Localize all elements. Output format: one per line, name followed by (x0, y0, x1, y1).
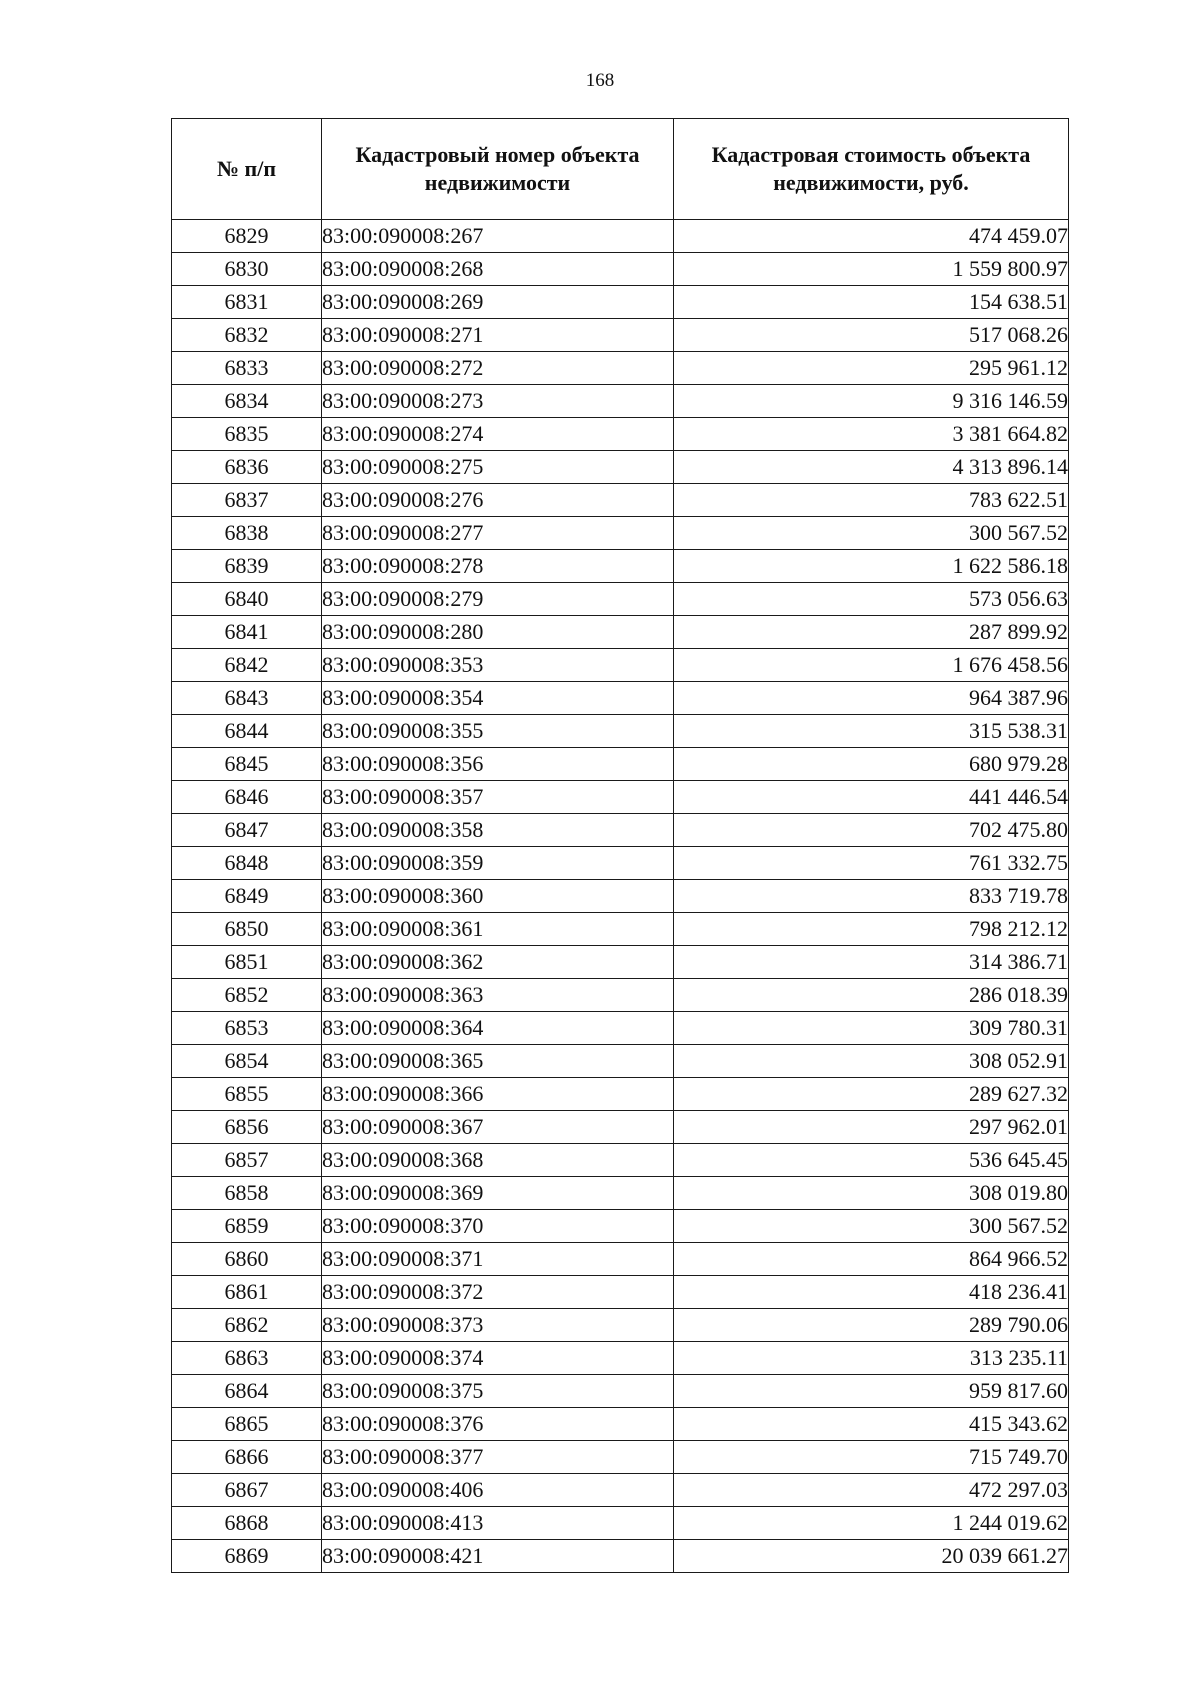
table-row (172, 1210, 1069, 1243)
cadastral-number-cell: 83:00:090008:369 (322, 1177, 674, 1210)
cadastral-value-cell: 864 966.52 (674, 1243, 1069, 1276)
table-row (172, 781, 1069, 814)
row-number-cell: 6843 (172, 682, 322, 715)
header-cadastral-value: Кадастровая стоимость объекта недвижимости, руб. (674, 119, 1069, 220)
cadastral-value-cell: 295 961.12 (674, 352, 1069, 385)
table-row (172, 583, 1069, 616)
cadastral-value-cell: 9 316 146.59 (674, 385, 1069, 418)
row-number-cell: 6868 (172, 1507, 322, 1540)
table-row (172, 715, 1069, 748)
cadastral-value-cell: 715 749.70 (674, 1441, 1069, 1474)
row-number-cell: 6866 (172, 1441, 322, 1474)
cadastral-value-cell: 286 018.39 (674, 979, 1069, 1012)
cadastral-number-cell: 83:00:090008:366 (322, 1078, 674, 1111)
cadastral-value-cell: 415 343.62 (674, 1408, 1069, 1441)
cadastral-number-cell: 83:00:090008:367 (322, 1111, 674, 1144)
table-row (172, 814, 1069, 847)
row-number-cell: 6855 (172, 1078, 322, 1111)
cadastral-value-cell: 308 052.91 (674, 1045, 1069, 1078)
cadastral-value-cell: 472 297.03 (674, 1474, 1069, 1507)
row-number-cell: 6842 (172, 649, 322, 682)
cadastral-value-cell: 289 790.06 (674, 1309, 1069, 1342)
row-number-cell: 6857 (172, 1144, 322, 1177)
cadastral-value-cell: 313 235.11 (674, 1342, 1069, 1375)
row-number-cell: 6838 (172, 517, 322, 550)
cadastral-value-cell: 315 538.31 (674, 715, 1069, 748)
cadastral-number-cell: 83:00:090008:268 (322, 253, 674, 286)
row-number-cell: 6850 (172, 913, 322, 946)
table-row (172, 1078, 1069, 1111)
row-number-cell: 6851 (172, 946, 322, 979)
header-cadastral-number: Кадастровый номер объекта недвижимости (322, 119, 674, 220)
row-number-cell: 6854 (172, 1045, 322, 1078)
cadastral-value-cell: 798 212.12 (674, 913, 1069, 946)
row-number-cell: 6835 (172, 418, 322, 451)
cadastral-number-cell: 83:00:090008:364 (322, 1012, 674, 1045)
table-row (172, 1177, 1069, 1210)
row-number-cell: 6845 (172, 748, 322, 781)
cadastral-value-cell: 300 567.52 (674, 517, 1069, 550)
header-row (172, 119, 1069, 220)
cadastral-value-cell: 20 039 661.27 (674, 1540, 1069, 1573)
cadastral-number-cell: 83:00:090008:370 (322, 1210, 674, 1243)
table-row (172, 385, 1069, 418)
cadastral-number-cell: 83:00:090008:277 (322, 517, 674, 550)
table-row (172, 880, 1069, 913)
cadastral-value-cell: 4 313 896.14 (674, 451, 1069, 484)
table-row (172, 550, 1069, 583)
table-row (172, 913, 1069, 946)
table-row (172, 1408, 1069, 1441)
table-body (172, 220, 1069, 1573)
row-number-cell: 6856 (172, 1111, 322, 1144)
cadastral-number-cell: 83:00:090008:413 (322, 1507, 674, 1540)
table-row (172, 253, 1069, 286)
cadastral-value-cell: 309 780.31 (674, 1012, 1069, 1045)
cadastral-number-cell: 83:00:090008:271 (322, 319, 674, 352)
cadastral-number-cell: 83:00:090008:361 (322, 913, 674, 946)
table-row (172, 682, 1069, 715)
cadastral-registry-table (171, 118, 1069, 1573)
cadastral-number-cell: 83:00:090008:278 (322, 550, 674, 583)
cadastral-value-cell: 702 475.80 (674, 814, 1069, 847)
table-row (172, 418, 1069, 451)
table-row (172, 979, 1069, 1012)
cadastral-number-cell: 83:00:090008:371 (322, 1243, 674, 1276)
cadastral-value-cell: 3 381 664.82 (674, 418, 1069, 451)
row-number-cell: 6841 (172, 616, 322, 649)
cadastral-number-cell: 83:00:090008:267 (322, 220, 674, 253)
cadastral-value-cell: 287 899.92 (674, 616, 1069, 649)
row-number-cell: 6859 (172, 1210, 322, 1243)
row-number-cell: 6836 (172, 451, 322, 484)
cadastral-value-cell: 959 817.60 (674, 1375, 1069, 1408)
row-number-cell: 6860 (172, 1243, 322, 1276)
cadastral-number-cell: 83:00:090008:372 (322, 1276, 674, 1309)
cadastral-number-cell: 83:00:090008:360 (322, 880, 674, 913)
cadastral-number-cell: 83:00:090008:406 (322, 1474, 674, 1507)
row-number-cell: 6869 (172, 1540, 322, 1573)
table-row (172, 319, 1069, 352)
table-row (172, 1012, 1069, 1045)
cadastral-number-cell: 83:00:090008:356 (322, 748, 674, 781)
cadastral-value-cell: 418 236.41 (674, 1276, 1069, 1309)
row-number-cell: 6840 (172, 583, 322, 616)
cadastral-value-cell: 300 567.52 (674, 1210, 1069, 1243)
cadastral-value-cell: 474 459.07 (674, 220, 1069, 253)
cadastral-number-cell: 83:00:090008:357 (322, 781, 674, 814)
cadastral-number-cell: 83:00:090008:273 (322, 385, 674, 418)
cadastral-value-cell: 1 559 800.97 (674, 253, 1069, 286)
table-row (172, 847, 1069, 880)
cadastral-number-cell: 83:00:090008:373 (322, 1309, 674, 1342)
row-number-cell: 6831 (172, 286, 322, 319)
cadastral-value-cell: 833 719.78 (674, 880, 1069, 913)
row-number-cell: 6839 (172, 550, 322, 583)
row-number-cell: 6830 (172, 253, 322, 286)
row-number-cell: 6844 (172, 715, 322, 748)
table-row (172, 616, 1069, 649)
cadastral-number-cell: 83:00:090008:354 (322, 682, 674, 715)
row-number-cell: 6852 (172, 979, 322, 1012)
table-row (172, 649, 1069, 682)
header-row-number: № п/п (172, 119, 322, 220)
table-header (172, 119, 1069, 220)
cadastral-number-cell: 83:00:090008:355 (322, 715, 674, 748)
cadastral-value-cell: 297 962.01 (674, 1111, 1069, 1144)
cadastral-number-cell: 83:00:090008:280 (322, 616, 674, 649)
cadastral-number-cell: 83:00:090008:421 (322, 1540, 674, 1573)
cadastral-value-cell: 1 676 458.56 (674, 649, 1069, 682)
table-row (172, 220, 1069, 253)
cadastral-number-cell: 83:00:090008:374 (322, 1342, 674, 1375)
cadastral-value-cell: 517 068.26 (674, 319, 1069, 352)
table-row (172, 1144, 1069, 1177)
table-row (172, 1045, 1069, 1078)
cadastral-value-cell: 441 446.54 (674, 781, 1069, 814)
row-number-cell: 6858 (172, 1177, 322, 1210)
table-row (172, 352, 1069, 385)
cadastral-number-cell: 83:00:090008:275 (322, 451, 674, 484)
cadastral-number-cell: 83:00:090008:375 (322, 1375, 674, 1408)
cadastral-number-cell: 83:00:090008:376 (322, 1408, 674, 1441)
cadastral-value-cell: 573 056.63 (674, 583, 1069, 616)
row-number-cell: 6847 (172, 814, 322, 847)
row-number-cell: 6863 (172, 1342, 322, 1375)
table-row (172, 1375, 1069, 1408)
cadastral-number-cell: 83:00:090008:353 (322, 649, 674, 682)
cadastral-value-cell: 1 244 019.62 (674, 1507, 1069, 1540)
cadastral-number-cell: 83:00:090008:279 (322, 583, 674, 616)
table-row (172, 748, 1069, 781)
row-number-cell: 6834 (172, 385, 322, 418)
row-number-cell: 6864 (172, 1375, 322, 1408)
table-row (172, 1441, 1069, 1474)
cadastral-number-cell: 83:00:090008:358 (322, 814, 674, 847)
cadastral-registry-table-container (171, 118, 1068, 1573)
cadastral-value-cell: 289 627.32 (674, 1078, 1069, 1111)
cadastral-value-cell: 536 645.45 (674, 1144, 1069, 1177)
table-row (172, 484, 1069, 517)
row-number-cell: 6867 (172, 1474, 322, 1507)
row-number-cell: 6846 (172, 781, 322, 814)
row-number-cell: 6862 (172, 1309, 322, 1342)
row-number-cell: 6861 (172, 1276, 322, 1309)
row-number-cell: 6848 (172, 847, 322, 880)
row-number-cell: 6829 (172, 220, 322, 253)
table-row (172, 1243, 1069, 1276)
cadastral-number-cell: 83:00:090008:269 (322, 286, 674, 319)
cadastral-value-cell: 964 387.96 (674, 682, 1069, 715)
cadastral-number-cell: 83:00:090008:363 (322, 979, 674, 1012)
table-row (172, 451, 1069, 484)
cadastral-value-cell: 761 332.75 (674, 847, 1069, 880)
cadastral-value-cell: 680 979.28 (674, 748, 1069, 781)
cadastral-value-cell: 1 622 586.18 (674, 550, 1069, 583)
row-number-cell: 6833 (172, 352, 322, 385)
cadastral-number-cell: 83:00:090008:377 (322, 1441, 674, 1474)
row-number-cell: 6832 (172, 319, 322, 352)
table-row (172, 1507, 1069, 1540)
cadastral-number-cell: 83:00:090008:276 (322, 484, 674, 517)
row-number-cell: 6865 (172, 1408, 322, 1441)
table-row (172, 1474, 1069, 1507)
cadastral-number-cell: 83:00:090008:274 (322, 418, 674, 451)
cadastral-value-cell: 314 386.71 (674, 946, 1069, 979)
table-row (172, 1342, 1069, 1375)
cadastral-value-cell: 783 622.51 (674, 484, 1069, 517)
table-row (172, 517, 1069, 550)
table-row (172, 1111, 1069, 1144)
cadastral-value-cell: 308 019.80 (674, 1177, 1069, 1210)
row-number-cell: 6849 (172, 880, 322, 913)
cadastral-number-cell: 83:00:090008:368 (322, 1144, 674, 1177)
cadastral-value-cell: 154 638.51 (674, 286, 1069, 319)
table-row (172, 1540, 1069, 1573)
page-number: 168 (585, 70, 615, 91)
row-number-cell: 6853 (172, 1012, 322, 1045)
table-row (172, 1276, 1069, 1309)
cadastral-number-cell: 83:00:090008:365 (322, 1045, 674, 1078)
row-number-cell: 6837 (172, 484, 322, 517)
cadastral-number-cell: 83:00:090008:272 (322, 352, 674, 385)
table-row (172, 1309, 1069, 1342)
table-row (172, 286, 1069, 319)
table-row (172, 946, 1069, 979)
cadastral-number-cell: 83:00:090008:362 (322, 946, 674, 979)
cadastral-number-cell: 83:00:090008:359 (322, 847, 674, 880)
